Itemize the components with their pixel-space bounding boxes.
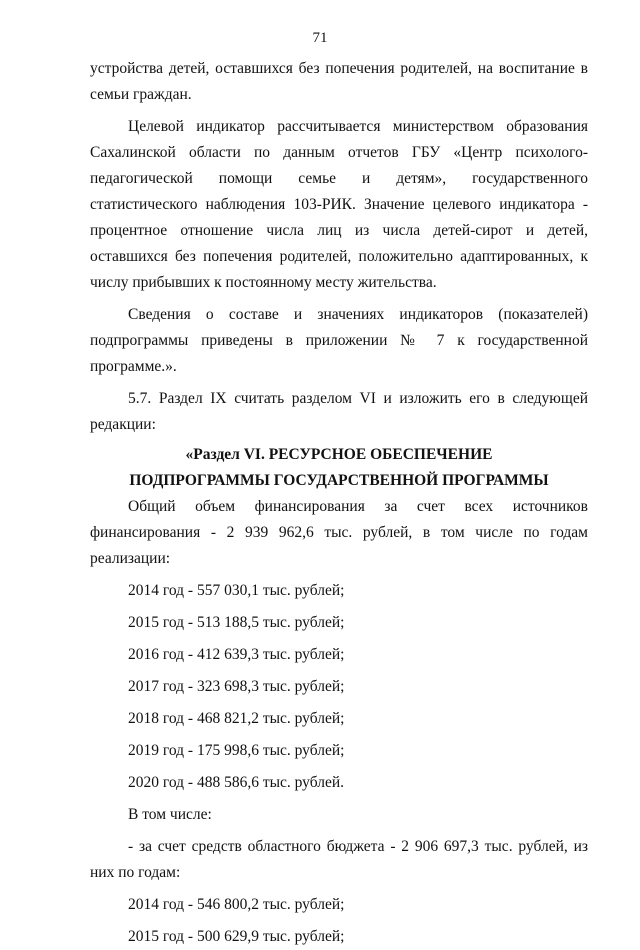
section-heading-line-2: ПОДПРОГРАММЫ ГОСУДАРСТВЕННОЙ ПРОГРАММЫ	[129, 472, 549, 489]
regional-year-2014: 2014 год - 546 800,2 тыс. рублей;	[128, 896, 345, 913]
page-number: 71	[312, 30, 328, 46]
paragraph-adoption: устройства детей, оставшихся без попечения родителей, на воспитание в семьи граждан.	[90, 60, 588, 103]
paragraph-indicator-calculation: Целевой индикатор рассчитывается министерством образования Сахалинской области по данным отчетов ГБУ «Центр психолого-педагогической помощи семье и детям», государственного статистического наблюдения 103-РИК. Значение целевого индикатора - процентное отношение числа лиц из числа детей-сирот и детей, оставшихся без попечения родителей, положительно адаптированных, к числу прибывших к постоянному месту жительства.	[90, 118, 588, 291]
total-year-2019: 2019 год - 175 998,6 тыс. рублей;	[128, 742, 345, 759]
total-year-2015: 2015 год - 513 188,5 тыс. рублей;	[128, 614, 345, 631]
total-year-2016: 2016 год - 412 639,3 тыс. рублей;	[128, 646, 345, 663]
total-year-2017: 2017 год - 323 698,3 тыс. рублей;	[128, 678, 345, 695]
document-body	[90, 56, 588, 950]
section-heading-line-1: «Раздел VI. РЕСУРСНОЕ ОБЕСПЕЧЕНИЕ	[185, 446, 493, 463]
total-year-2020: 2020 год - 488 586,6 тыс. рублей.	[128, 774, 345, 791]
including-label: В том числе:	[128, 806, 212, 823]
paragraph-section-change: 5.7. Раздел IX считать разделом VI и изложить его в следующей редакции:	[90, 390, 588, 433]
regional-year-2015: 2015 год - 500 629,9 тыс. рублей;	[128, 928, 345, 945]
paragraph-regional-budget: - за счет средств областного бюджета - 2 906 697,3 тыс. рублей, из них по годам:	[90, 838, 588, 881]
total-year-2014: 2014 год - 557 030,1 тыс. рублей;	[128, 582, 345, 599]
paragraph-indicator-info: Сведения о составе и значениях индикаторов (показателей) подпрограммы приведены в приложении № 7 к государственной программе.».	[90, 306, 588, 375]
paragraph-total-financing: Общий объем финансирования за счет всех источников финансирования - 2 939 962,6 тыс. рублей, в том числе по годам реализации:	[90, 498, 588, 567]
total-year-2018: 2018 год - 468 821,2 тыс. рублей;	[128, 710, 345, 727]
